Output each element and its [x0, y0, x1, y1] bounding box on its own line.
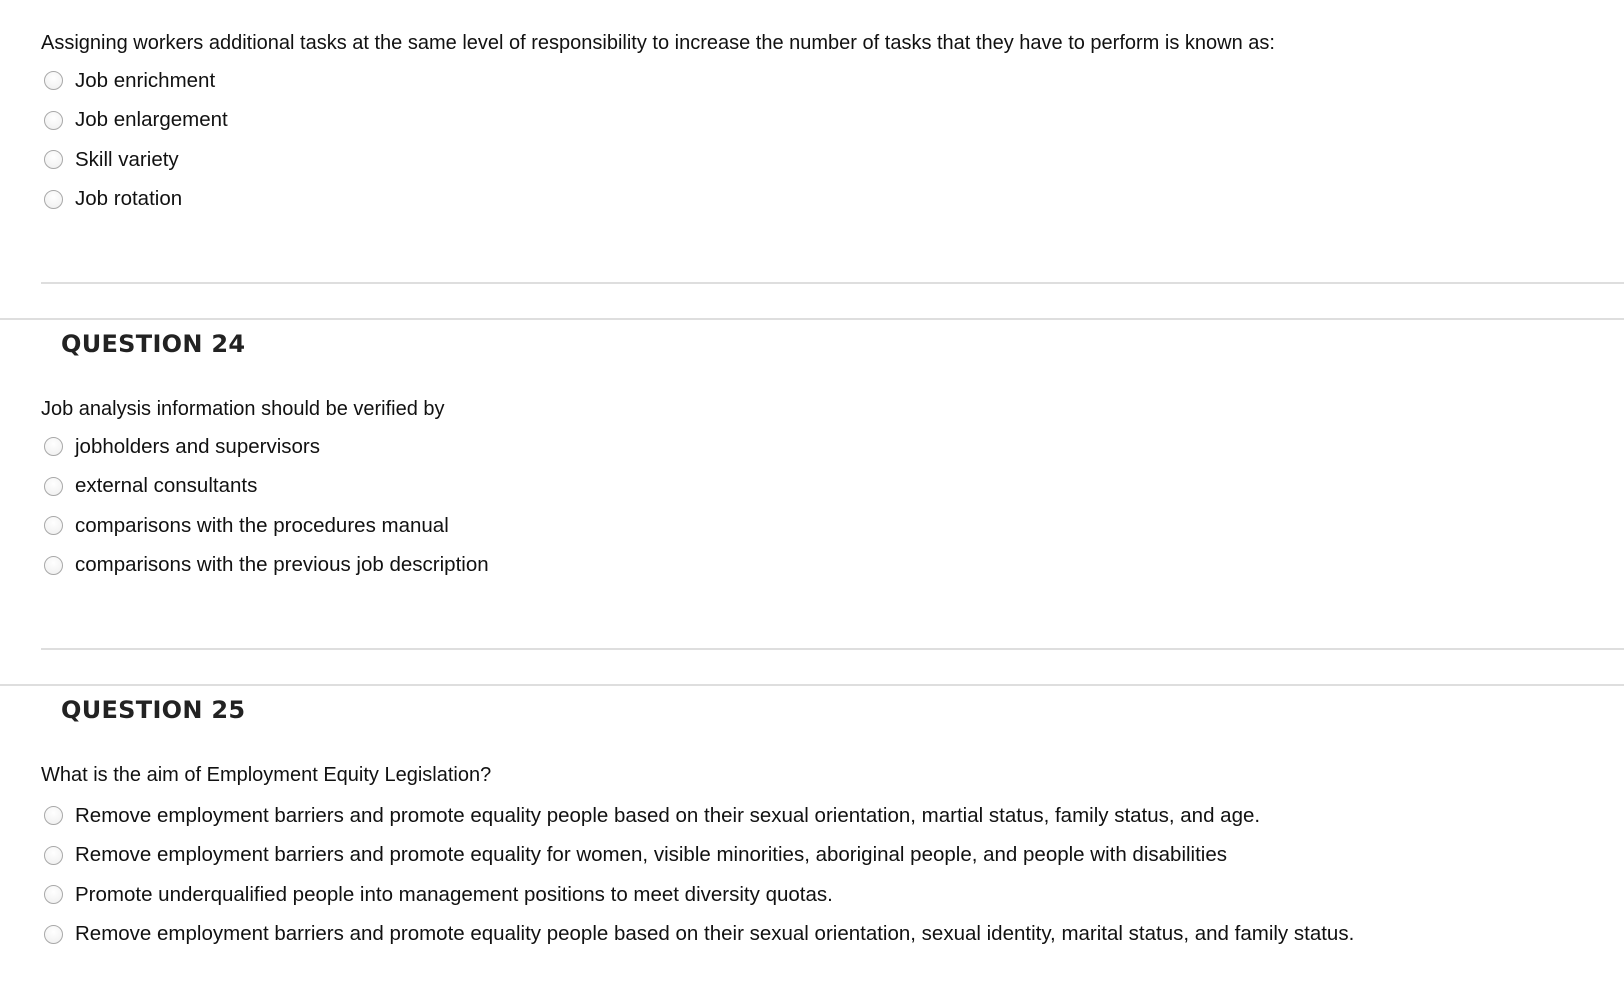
question-23-options	[44, 61, 228, 219]
option-label: jobholders and supervisors	[75, 434, 320, 458]
option-label: Remove employment barriers and promote equality people based on their sexual orientation, martial status, family status, and age.	[75, 803, 1261, 827]
question-25-option-3[interactable]	[44, 875, 1354, 915]
option-label: Remove employment barriers and promote equality people based on their sexual orientation, sexual identity, marital status, and family status.	[75, 922, 1355, 946]
question-23-option-1[interactable]	[44, 61, 228, 101]
question-23-text: Assigning workers additional tasks at the same level of responsibility to increase the number of tasks that they have to perform is known as:	[41, 32, 1275, 54]
answer-divider	[41, 648, 1624, 650]
question-25-heading: QUESTION 25	[61, 696, 246, 724]
question-23-option-2[interactable]	[44, 101, 228, 141]
radio-button[interactable]	[44, 437, 63, 456]
question-25-options	[44, 796, 1354, 954]
option-label: Promote underqualified people into management positions to meet diversity quotas.	[75, 882, 833, 906]
question-24-option-3[interactable]	[44, 506, 489, 546]
radio-button[interactable]	[44, 556, 63, 575]
question-24-heading: QUESTION 24	[61, 330, 246, 358]
question-25-option-4[interactable]	[44, 915, 1354, 955]
option-label: external consultants	[75, 474, 258, 498]
radio-button[interactable]	[44, 150, 63, 169]
question-24-option-4[interactable]	[44, 546, 489, 586]
option-label: Job rotation	[75, 187, 183, 211]
option-label: Skill variety	[75, 147, 179, 171]
radio-button[interactable]	[44, 71, 63, 90]
radio-button[interactable]	[44, 806, 63, 825]
option-label: Remove employment barriers and promote equality for women, visible minorities, aboriginal people, and people with disabilities	[75, 843, 1228, 867]
question-divider	[0, 684, 1624, 686]
question-divider	[0, 318, 1624, 320]
question-23-option-3[interactable]	[44, 140, 228, 180]
option-label: Job enlargement	[75, 108, 228, 132]
question-24-options	[44, 427, 489, 585]
question-23-option-4[interactable]	[44, 180, 228, 220]
question-24-option-1[interactable]	[44, 427, 489, 467]
question-24-text: Job analysis information should be verified by	[41, 398, 445, 420]
question-25-option-1[interactable]	[44, 796, 1354, 836]
answer-divider	[41, 282, 1624, 284]
question-25-text: What is the aim of Employment Equity Legislation?	[41, 764, 492, 786]
radio-button[interactable]	[44, 111, 63, 130]
question-25-option-2[interactable]	[44, 836, 1354, 876]
option-label: comparisons with the previous job description	[75, 553, 489, 577]
option-label: Job enrichment	[75, 68, 216, 92]
option-label: comparisons with the procedures manual	[75, 513, 449, 537]
radio-button[interactable]	[44, 516, 63, 535]
radio-button[interactable]	[44, 846, 63, 865]
question-24-option-2[interactable]	[44, 467, 489, 507]
radio-button[interactable]	[44, 885, 63, 904]
radio-button[interactable]	[44, 925, 63, 944]
radio-button[interactable]	[44, 477, 63, 496]
radio-button[interactable]	[44, 190, 63, 209]
